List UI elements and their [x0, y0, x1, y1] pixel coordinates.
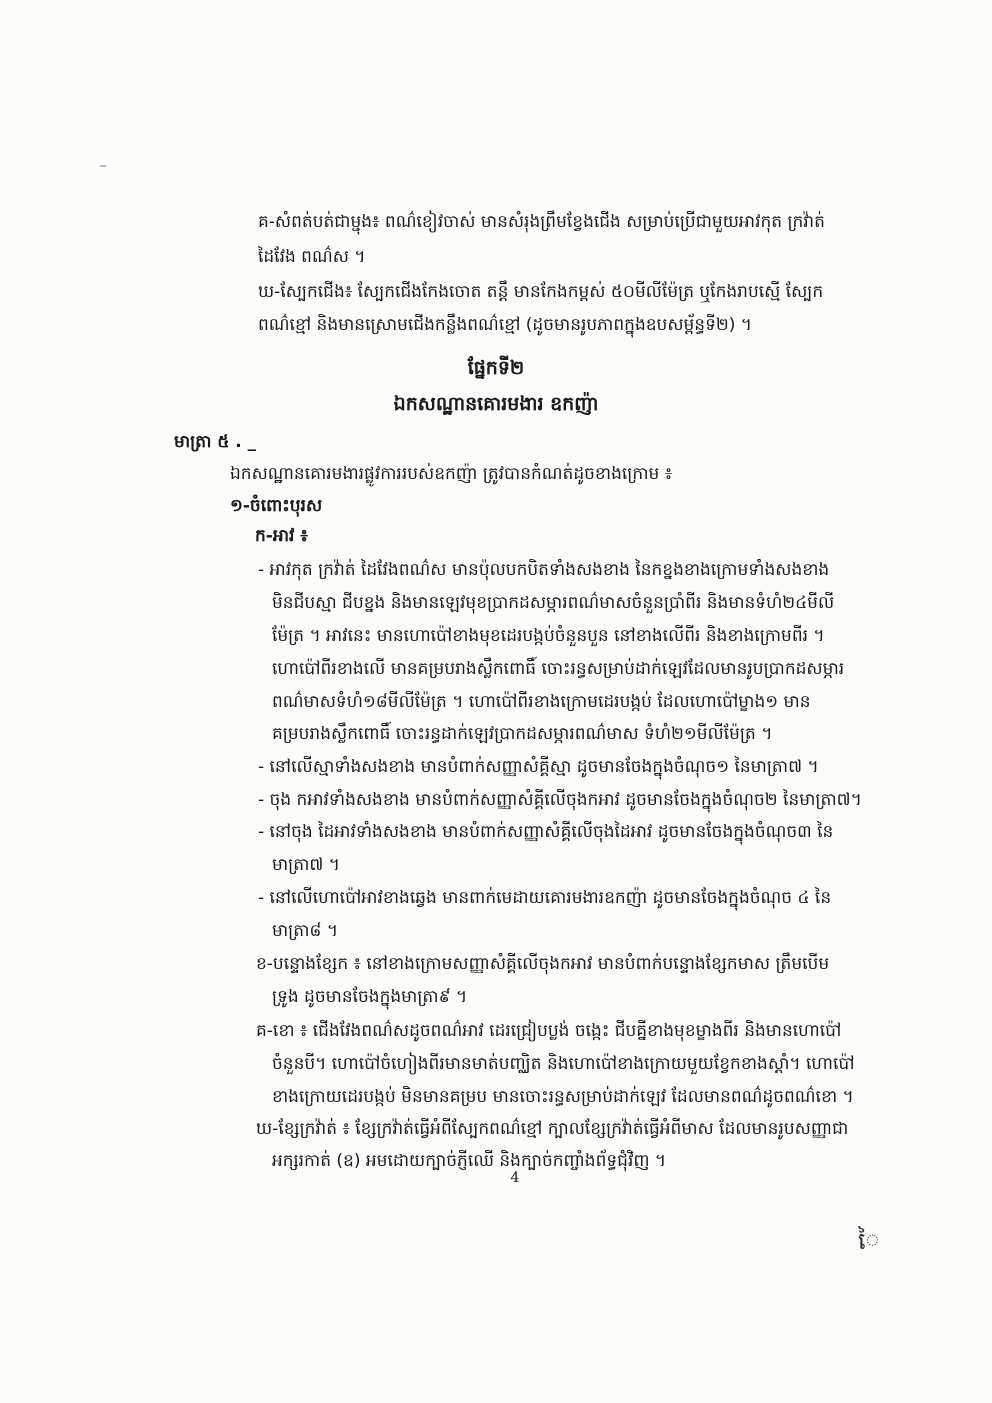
bullet-shirt-line-5: ពណ៌មាសទំហំ១៨មីលីម៉ែត្រ ។ ហោប៉ៅពីរខាងក្រោមដេរបង្កប់ ដែលហោប៉ៅម្ខាង១ មាន — [272, 692, 811, 712]
article-intro: ឯកសណ្ឋានគោរមងារផ្លូវការរបស់ឧកញ៉ា ត្រូវបានកំណត់ដូចខាងក្រោម ៖ — [230, 464, 673, 484]
bullet-sleeve: - នៅចុង ដៃអាវទាំងសងខាង មានបំពាក់សញ្ញាសំគ្គីលើចុងដៃអាវ ដូចមានចែងក្នុងចំណុច៣ នៃ — [258, 822, 834, 842]
bullet-shirt-line-1: - អាវកុត ក្រវ៉ាត់ ដៃវែងពណ៌ស មានប៉ុលបកបិតទាំងសងខាង នៃកខ្នងខាងក្រោមទាំងសងខាង — [258, 560, 830, 580]
bullet-medal-cont: មាត្រា៨ ។ — [272, 921, 339, 941]
item-kha-necklace-cont: ទ្រូង ដូចមានចែងក្នុងមាត្រា៩ ។ — [272, 987, 468, 1007]
line-shoes-cont: ពណ៌ខ្មៅ និងមានស្រោមជើងកន្លឹងពណ៌ខ្មៅ (ដូចមានរូបភាពក្នុងឧបសម្ព័ន្ធទី២) ។ — [258, 315, 752, 335]
bullet-collar: - ចុង កអាវទាំងសងខាង មានបំពាក់សញ្ញាសំគ្គីលើចុងកអាវ ដូចមានចែងក្នុងចំណុច២ នៃមាត្រា៧។ — [258, 790, 862, 810]
bullet-shirt-line-3: ម៉ែត្រ ។ អាវនេះ មានហោប៉ៅខាងមុខដេរបង្កប់ចំនួនបួន នៅខាងលើពីរ និងខាងក្រោមពីរ ។ — [272, 626, 825, 646]
bullet-shoulder: - នៅលើស្មាទាំងសងខាង មានបំពាក់សញ្ញាសំគ្គីស្មា ដូចមានចែងក្នុងចំណុច១ នៃមាត្រា៧ ។ — [258, 757, 819, 777]
item-ko-trousers-cont-2: ខាងក្រោយដេរបង្កប់ មិនមានគម្រប មានចោះរន្ធសម្រាប់ដាក់ឡេវ ដែលមានពណ៌ដូចពណ៌ខោ ។ — [272, 1087, 854, 1107]
bullet-sleeve-cont: មាត្រា៧ ។ — [272, 855, 340, 875]
bullet-shirt-line-4: ហោប៉ៅពីរខាងលើ មានគម្របរាងស្លឹកពោធិ៍ ចោះរន្ធសម្រាប់ដាក់ឡេវដែលមានរូបប្រាកដសម្ភារ — [272, 659, 845, 679]
item-ko-trousers: គ-ខោ ៖ ជើងវែងពណ៌សដូចពណ៌អាវ ដេរជ្រៀបប្លង់ ចង្កេះ ជីបគ្នីខាងមុខម្ខាងពីរ និងមានហោប៉ៅ — [256, 1021, 842, 1041]
line-skirt-cont: ដៃវែង ពណ៌ស ។ — [258, 247, 366, 267]
item-ka-shirt: ក-អាវ ៖ — [255, 526, 308, 546]
section-subtitle: ឯកសណ្ឋានគោរមងារ ឧកញ៉ា — [393, 393, 599, 415]
bullet-shirt-line-2: មិនជីបស្មា ជីបខ្នង និងមានឡេវមុខប្រាកដសម្ភារពណ៌មាសចំនួនប្រាំពីរ និងមានទំហំ២៤មីលី — [272, 593, 835, 613]
item-kho-belt-cont: អក្សរកាត់ (ឧ) អមដោយក្បាច់ភ្ញីឈើ និងក្បាច់កញ្ចាំងព័ទ្ធជុំវិញ ។ — [272, 1151, 667, 1171]
scan-speck — [100, 165, 106, 167]
subsection-men: ១-ចំពោះបុរស — [230, 496, 323, 516]
corner-mark: ៃ — [858, 1227, 880, 1255]
line-shoes: ឃ-ស្បែកជើង៖ ស្បែកជើងកែងចោត តន្តឹ មានកែងកម្ពស់ ៥០មីលីម៉ែត្រ ឬកែងរាបស្មើ ស្បែក — [258, 282, 824, 302]
section-title: ផ្នែកទី២ — [467, 357, 525, 379]
item-ko-trousers-cont-1: ចំនួនបី។ ហោប៉ៅចំហៀងពីរមានមាត់បញ្ឈិត និងហោប៉ៅខាងក្រោយមួយខ្វែកខាងស្តាំ។ ហោប៉ៅ — [272, 1054, 855, 1074]
page-number: 4 — [510, 1170, 520, 1186]
item-kho-belt: ឃ-ខ្សែក្រវ៉ាត់ ៖ ខ្សែក្រវ៉ាត់ធ្វើអំពីស្បែកពណ៌ខ្មៅ ក្បាលខ្សែក្រវ៉ាត់ធ្វើអំពីមាស ដែលមានរូបសញ្ញាជា — [256, 1119, 849, 1139]
bullet-medal: - នៅលើហោប៉ៅអាវខាងឆ្វេង មានពាក់មេដាយគោរមងារឧកញ៉ា ដូចមានចែងក្នុងចំណុច ៤ នៃ — [258, 888, 832, 908]
item-kha-necklace: ខ-បន្ទោងខ្សែក ៖ នៅខាងក្រោមសញ្ញាសំគ្គីលើចុងកអាវ មានបំពាក់បន្ទោងខ្សែកមាស ត្រឹមបើម — [256, 954, 830, 974]
bullet-shirt-line-6: គម្របរាងស្លឹកពោធិ៍ ចោះរន្ធដាក់ឡេវប្រាកដសម្ភារពណ៌មាស ទំហំ២១មីលីម៉ែត្រ ។ — [272, 724, 773, 744]
article-heading: មាត្រា ៥ . _ — [174, 432, 257, 452]
line-skirt: គ-សំពត់បត់ជាម្ជុង៖ ពណ៌ខៀវចាស់ មានសំរុងព្រឹមខ្វែងជើង សម្រាប់ប្រើជាមួយអាវកុត ក្រវ៉ាត់ — [258, 212, 825, 232]
